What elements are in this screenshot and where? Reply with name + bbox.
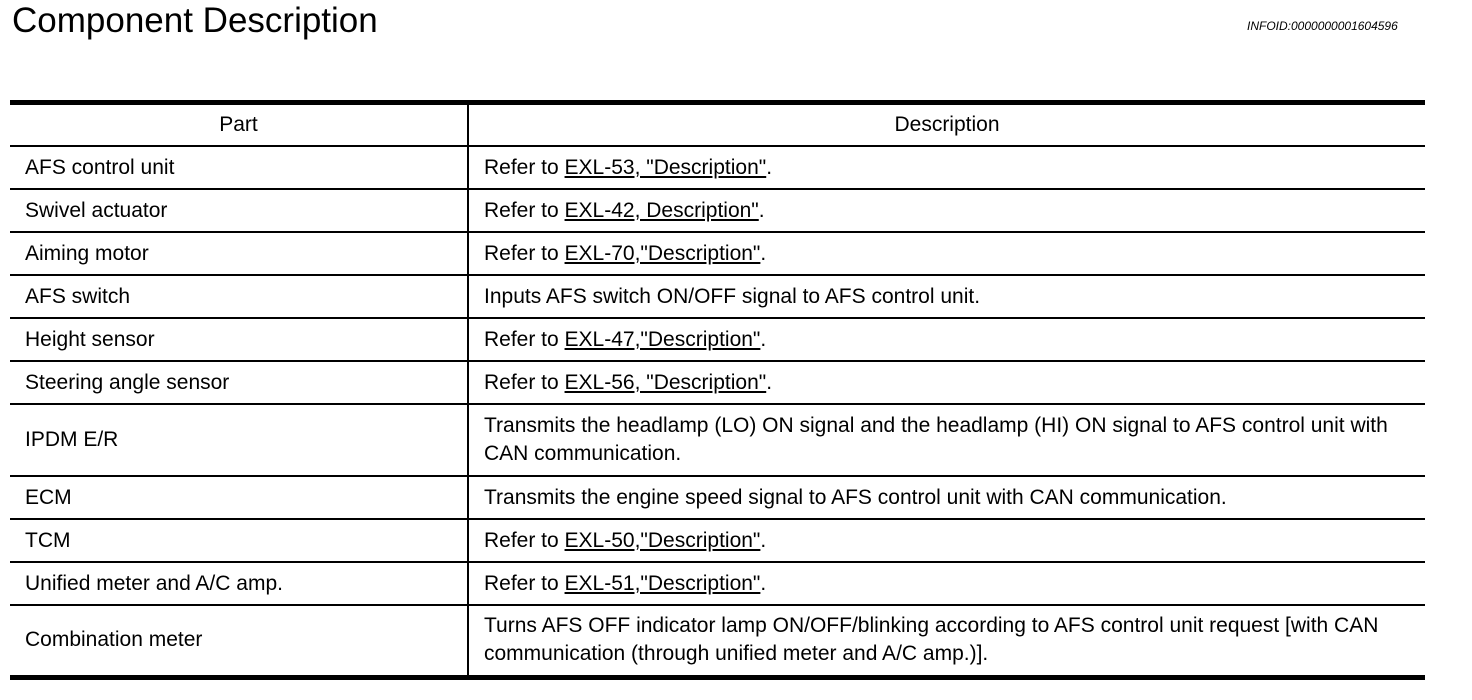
table-row — [10, 232, 1425, 275]
description-cell: Transmits the headlamp (LO) ON signal and the headlamp (HI) ON signal to AFS control unit with CAN communication. — [468, 404, 1425, 476]
reference-link[interactable]: EXL-50,"Description" — [564, 528, 761, 552]
part-cell: Combination meter — [10, 605, 468, 677]
table-row — [10, 275, 1425, 318]
page-title: Component Description — [12, 1, 378, 40]
header-part: Part — [10, 103, 468, 147]
reference-link[interactable]: EXL-70,"Description" — [564, 241, 761, 265]
description-cell: Refer to EXL-70,"Description". — [468, 232, 1425, 275]
part-cell: Swivel actuator — [10, 189, 468, 232]
part-cell: ECM — [10, 476, 468, 519]
part-cell: Unified meter and A/C amp. — [10, 562, 468, 605]
part-cell: Steering angle sensor — [10, 361, 468, 404]
description-cell: Refer to EXL-50,"Description". — [468, 519, 1425, 562]
part-cell: AFS control unit — [10, 146, 468, 189]
table-row — [10, 318, 1425, 361]
description-cell: Refer to EXL-47,"Description". — [468, 318, 1425, 361]
part-cell: TCM — [10, 519, 468, 562]
table-row — [10, 519, 1425, 562]
description-cell: Refer to EXL-42, Description". — [468, 189, 1425, 232]
description-cell: Turns AFS OFF indicator lamp ON/OFF/blinking according to AFS control unit request [with CAN communication (through unified meter and A/C amp.)]. — [468, 605, 1425, 677]
reference-link[interactable]: EXL-56, "Description" — [564, 370, 767, 394]
table-row — [10, 562, 1425, 605]
reference-link[interactable]: EXL-42, Description" — [564, 198, 759, 222]
reference-link[interactable]: EXL-53, "Description" — [564, 155, 767, 179]
reference-link[interactable]: EXL-51,"Description" — [564, 571, 761, 595]
table-header-row — [10, 103, 1425, 147]
table-row — [10, 146, 1425, 189]
description-cell: Refer to EXL-53, "Description". — [468, 146, 1425, 189]
description-cell: Transmits the engine speed signal to AFS control unit with CAN communication. — [468, 476, 1425, 519]
part-cell: Height sensor — [10, 318, 468, 361]
table-row — [10, 476, 1425, 519]
reference-link[interactable]: EXL-47,"Description" — [564, 327, 761, 351]
table-row — [10, 361, 1425, 404]
info-id: INFOID:0000000001604596 — [1247, 19, 1398, 33]
table-row — [10, 189, 1425, 232]
header-description: Description — [468, 103, 1425, 147]
description-cell: Inputs AFS switch ON/OFF signal to AFS control unit. — [468, 275, 1425, 318]
description-cell: Refer to EXL-51,"Description". — [468, 562, 1425, 605]
part-cell: Aiming motor — [10, 232, 468, 275]
description-cell: Refer to EXL-56, "Description". — [468, 361, 1425, 404]
component-table — [10, 100, 1425, 680]
table-row — [10, 605, 1425, 677]
part-cell: IPDM E/R — [10, 404, 468, 476]
part-cell: AFS switch — [10, 275, 468, 318]
table-row — [10, 404, 1425, 476]
